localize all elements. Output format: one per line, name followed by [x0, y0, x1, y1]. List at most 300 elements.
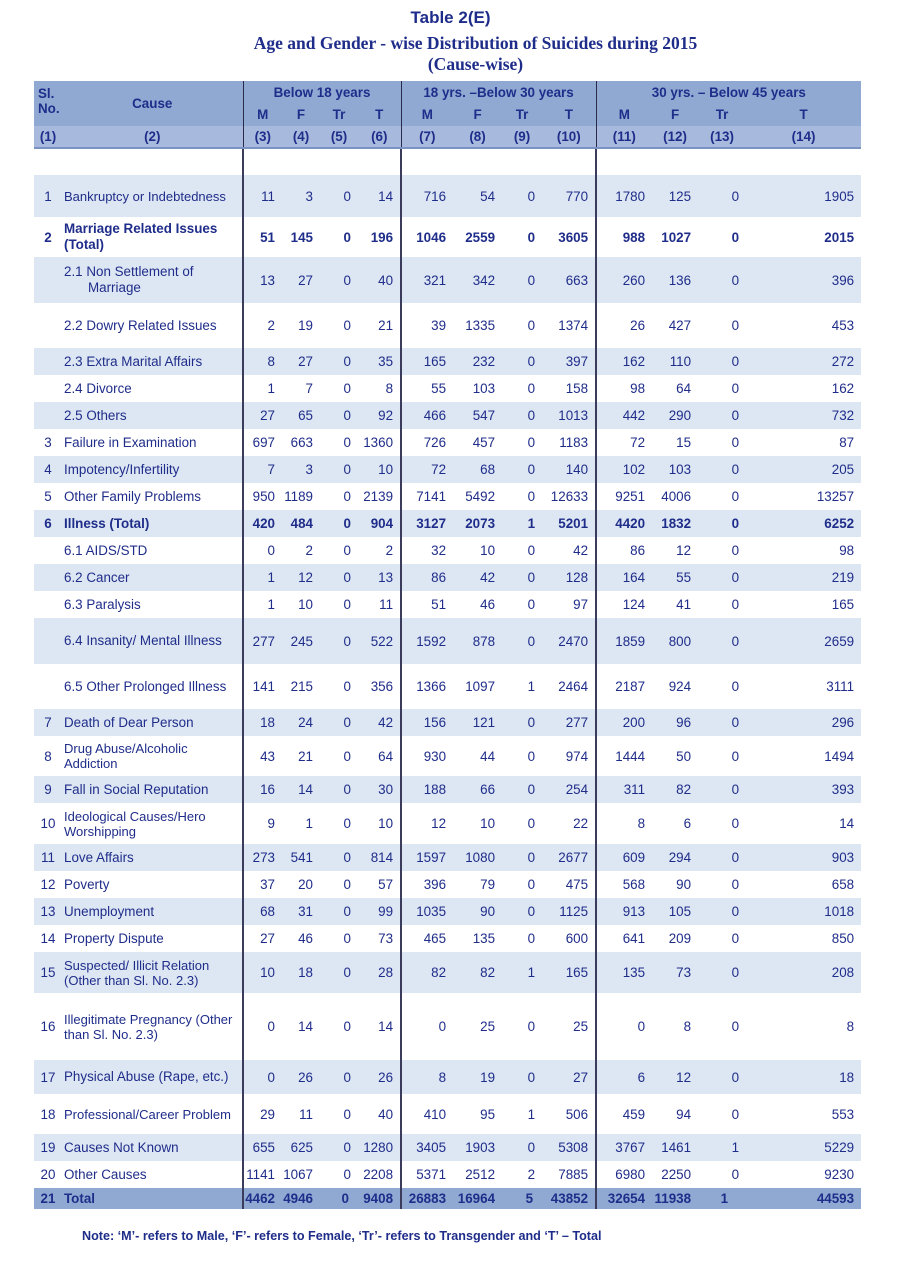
row-value-cell: 0: [243, 1060, 282, 1094]
row-value-cell: 188: [401, 776, 453, 803]
row-value-cell: 0: [320, 925, 358, 952]
row-cause: Impotency/Infertility: [62, 456, 243, 483]
row-value-cell: 14: [282, 993, 320, 1060]
row-value-cell: 51: [401, 591, 453, 618]
row-value-cell: 7141: [401, 483, 453, 510]
row-value-cell: 87: [746, 429, 861, 456]
row-value-cell: 0: [698, 993, 746, 1060]
row-value-cell: 1494: [746, 736, 861, 776]
row-value-cell: 0: [698, 591, 746, 618]
row-value-cell: 850: [746, 925, 861, 952]
row-value-cell: 1125: [542, 898, 596, 925]
row-value-cell: 0: [698, 709, 746, 736]
row-value-cell: 1: [243, 375, 282, 402]
row-value-cell: 21: [358, 303, 401, 348]
row-value-cell: 0: [320, 483, 358, 510]
row-value-cell: 2: [358, 537, 401, 564]
colnum: (8): [453, 126, 502, 148]
row-value-cell: 2073: [453, 510, 502, 537]
total-cell: 4946: [282, 1188, 320, 1209]
table-row: [34, 257, 861, 303]
row-value-cell: 95: [453, 1094, 502, 1134]
row-value-cell: 0: [502, 993, 542, 1060]
row-value-cell: 974: [542, 736, 596, 776]
row-value-cell: 0: [698, 510, 746, 537]
row-value-cell: 1461: [652, 1134, 698, 1161]
row-value-cell: 10: [243, 952, 282, 993]
row-value-cell: 140: [542, 456, 596, 483]
row-value-cell: 26: [358, 1060, 401, 1094]
row-value-cell: 1: [243, 564, 282, 591]
header-row-groups: [34, 81, 861, 103]
row-value-cell: 97: [542, 591, 596, 618]
total-cell: 0: [320, 1188, 358, 1209]
table-row: [34, 510, 861, 537]
row-value-cell: 7: [243, 456, 282, 483]
row-value-cell: 1: [698, 1134, 746, 1161]
row-value-cell: 296: [746, 709, 861, 736]
row-sl-no: [34, 402, 62, 429]
row-sl-no: [34, 303, 62, 348]
row-value-cell: 14: [746, 803, 861, 844]
row-value-cell: 145: [282, 217, 320, 257]
row-sl-no: [34, 591, 62, 618]
row-sl-no: [34, 375, 62, 402]
row-sl-no: 4: [34, 456, 62, 483]
table-row: [34, 993, 861, 1060]
row-value-cell: 135: [453, 925, 502, 952]
row-value-cell: 342: [453, 257, 502, 303]
table-title: Table 2(E): [410, 8, 491, 27]
row-value-cell: 0: [320, 510, 358, 537]
row-value-cell: 68: [453, 456, 502, 483]
row-value-cell: 86: [596, 537, 652, 564]
row-value-cell: 0: [502, 925, 542, 952]
row-value-cell: 205: [746, 456, 861, 483]
row-value-cell: 0: [502, 175, 542, 217]
row-cause: 2.1 Non Settlement of Marriage: [62, 257, 243, 303]
row-cause: 2.3 Extra Marital Affairs: [62, 348, 243, 375]
row-value-cell: 311: [596, 776, 652, 803]
row-value-cell: 0: [502, 375, 542, 402]
colnum: (11): [596, 126, 652, 148]
row-value-cell: 663: [282, 429, 320, 456]
row-value-cell: 726: [401, 429, 453, 456]
row-value-cell: 1592: [401, 618, 453, 664]
row-value-cell: 3: [282, 456, 320, 483]
colnum: (7): [401, 126, 453, 148]
row-value-cell: 0: [698, 1094, 746, 1134]
row-value-cell: 0: [320, 776, 358, 803]
row-value-cell: 31: [282, 898, 320, 925]
row-value-cell: 2470: [542, 618, 596, 664]
row-value-cell: 1859: [596, 618, 652, 664]
colnum: (10): [542, 126, 596, 148]
table-row: [34, 1060, 861, 1094]
row-cause: 6.3 Paralysis: [62, 591, 243, 618]
row-value-cell: 2: [502, 1161, 542, 1188]
row-value-cell: 1374: [542, 303, 596, 348]
row-value-cell: 1035: [401, 898, 453, 925]
row-value-cell: 658: [746, 871, 861, 898]
row-value-cell: 20: [282, 871, 320, 898]
table-row: [34, 348, 861, 375]
total-cell: 5: [502, 1188, 542, 1209]
row-value-cell: 427: [652, 303, 698, 348]
row-value-cell: 0: [320, 1060, 358, 1094]
row-value-cell: 924: [652, 664, 698, 709]
row-value-cell: 11: [358, 591, 401, 618]
row-value-cell: 5201: [542, 510, 596, 537]
row-value-cell: 0: [502, 348, 542, 375]
table-body: [34, 175, 861, 1188]
row-value-cell: 2464: [542, 664, 596, 709]
row-value-cell: 1: [243, 591, 282, 618]
row-value-cell: 0: [698, 871, 746, 898]
row-value-cell: 96: [652, 709, 698, 736]
row-value-cell: 459: [596, 1094, 652, 1134]
row-value-cell: 420: [243, 510, 282, 537]
row-cause: Drug Abuse/Alcoholic Addiction: [62, 736, 243, 776]
row-value-cell: 800: [652, 618, 698, 664]
row-value-cell: 7: [282, 375, 320, 402]
header-group-18-30: 18 yrs. –Below 30 years: [401, 81, 596, 103]
row-value-cell: 90: [453, 898, 502, 925]
row-value-cell: 913: [596, 898, 652, 925]
row-value-cell: 0: [502, 898, 542, 925]
row-value-cell: 43: [243, 736, 282, 776]
row-sl-no: 19: [34, 1134, 62, 1161]
row-value-cell: 553: [746, 1094, 861, 1134]
total-label: Total: [62, 1188, 243, 1209]
row-cause: 2.2 Dowry Related Issues: [62, 303, 243, 348]
row-value-cell: 0: [502, 803, 542, 844]
row-value-cell: 18: [746, 1060, 861, 1094]
row-value-cell: 356: [358, 664, 401, 709]
row-value-cell: 90: [652, 871, 698, 898]
row-value-cell: 98: [596, 375, 652, 402]
row-value-cell: 82: [401, 952, 453, 993]
row-value-cell: 29: [243, 1094, 282, 1134]
colnum: (2): [62, 126, 243, 148]
row-value-cell: 547: [453, 402, 502, 429]
row-sl-no: 11: [34, 844, 62, 871]
row-value-cell: 1018: [746, 898, 861, 925]
row-value-cell: 1: [502, 952, 542, 993]
row-value-cell: 0: [502, 217, 542, 257]
header-f: F: [652, 103, 698, 126]
row-value-cell: 0: [698, 483, 746, 510]
row-cause: 6.4 Insanity/ Mental Illness: [62, 618, 243, 664]
row-value-cell: 0: [320, 348, 358, 375]
row-value-cell: 215: [282, 664, 320, 709]
suicides-table: [34, 81, 861, 1209]
row-value-cell: 0: [698, 803, 746, 844]
row-value-cell: 0: [320, 993, 358, 1060]
table-row: [34, 591, 861, 618]
row-value-cell: 600: [542, 925, 596, 952]
row-value-cell: 0: [698, 564, 746, 591]
row-value-cell: 814: [358, 844, 401, 871]
total-cell: 4462: [243, 1188, 282, 1209]
row-sl-no: 5: [34, 483, 62, 510]
row-value-cell: 0: [320, 952, 358, 993]
row-value-cell: 1366: [401, 664, 453, 709]
row-value-cell: 0: [698, 925, 746, 952]
row-value-cell: 716: [401, 175, 453, 217]
row-value-cell: 72: [401, 456, 453, 483]
row-value-cell: 475: [542, 871, 596, 898]
row-value-cell: 158: [542, 375, 596, 402]
row-value-cell: 8: [243, 348, 282, 375]
row-value-cell: 82: [453, 952, 502, 993]
row-cause: 2.4 Divorce: [62, 375, 243, 402]
row-value-cell: 68: [243, 898, 282, 925]
row-value-cell: 0: [698, 736, 746, 776]
row-value-cell: 208: [746, 952, 861, 993]
row-value-cell: 2187: [596, 664, 652, 709]
row-value-cell: 2659: [746, 618, 861, 664]
row-value-cell: 988: [596, 217, 652, 257]
header-m: M: [401, 103, 453, 126]
row-value-cell: 13257: [746, 483, 861, 510]
header-group-30-45: 30 yrs. – Below 45 years: [596, 81, 861, 103]
row-value-cell: 72: [596, 429, 652, 456]
row-value-cell: 609: [596, 844, 652, 871]
row-value-cell: 12: [652, 1060, 698, 1094]
row-value-cell: 0: [320, 664, 358, 709]
row-value-cell: 321: [401, 257, 453, 303]
row-value-cell: 8: [401, 1060, 453, 1094]
row-cause: Failure in Examination: [62, 429, 243, 456]
row-value-cell: 42: [453, 564, 502, 591]
row-value-cell: 73: [652, 952, 698, 993]
row-value-cell: 0: [320, 1094, 358, 1134]
table-row: [34, 217, 861, 257]
row-value-cell: 25: [453, 993, 502, 1060]
row-cause: 6.5 Other Prolonged Illness: [62, 664, 243, 709]
row-value-cell: 40: [358, 1094, 401, 1134]
row-cause: Physical Abuse (Rape, etc.): [62, 1060, 243, 1094]
colnum: (1): [34, 126, 62, 148]
row-value-cell: 1832: [652, 510, 698, 537]
row-value-cell: 2139: [358, 483, 401, 510]
row-value-cell: 0: [502, 483, 542, 510]
row-value-cell: 13: [243, 257, 282, 303]
header-m: M: [243, 103, 282, 126]
row-value-cell: 0: [320, 402, 358, 429]
row-value-cell: 457: [453, 429, 502, 456]
row-value-cell: 1046: [401, 217, 453, 257]
row-value-cell: 30: [358, 776, 401, 803]
row-value-cell: 162: [746, 375, 861, 402]
row-value-cell: 12: [282, 564, 320, 591]
row-value-cell: 12633: [542, 483, 596, 510]
row-value-cell: 125: [652, 175, 698, 217]
row-value-cell: 655: [243, 1134, 282, 1161]
row-value-cell: 135: [596, 952, 652, 993]
row-value-cell: 124: [596, 591, 652, 618]
row-value-cell: 0: [698, 844, 746, 871]
row-value-cell: 0: [502, 618, 542, 664]
table-row: [34, 736, 861, 776]
row-value-cell: 277: [243, 618, 282, 664]
row-value-cell: 22: [542, 803, 596, 844]
row-value-cell: 0: [698, 898, 746, 925]
row-value-cell: 466: [401, 402, 453, 429]
row-value-cell: 26: [282, 1060, 320, 1094]
row-cause: Marriage Related Issues (Total): [62, 217, 243, 257]
row-value-cell: 0: [320, 871, 358, 898]
row-value-cell: 568: [596, 871, 652, 898]
row-cause: Professional/Career Problem: [62, 1094, 243, 1134]
row-value-cell: 625: [282, 1134, 320, 1161]
row-value-cell: 37: [243, 871, 282, 898]
row-value-cell: 12: [401, 803, 453, 844]
row-value-cell: 14: [282, 776, 320, 803]
row-value-cell: 13: [358, 564, 401, 591]
row-value-cell: 0: [698, 1060, 746, 1094]
table-row: [34, 898, 861, 925]
row-sl-no: [34, 257, 62, 303]
colnum: (3): [243, 126, 282, 148]
row-sl-no: [34, 537, 62, 564]
row-cause: Illness (Total): [62, 510, 243, 537]
row-value-cell: 7885: [542, 1161, 596, 1188]
row-value-cell: 40: [358, 257, 401, 303]
row-value-cell: 14: [358, 993, 401, 1060]
row-value-cell: 0: [502, 429, 542, 456]
table-row: [34, 1134, 861, 1161]
row-sl-no: 12: [34, 871, 62, 898]
row-value-cell: 3405: [401, 1134, 453, 1161]
row-sl-no: 8: [34, 736, 62, 776]
row-value-cell: 66: [453, 776, 502, 803]
row-value-cell: 27: [243, 925, 282, 952]
row-value-cell: 0: [502, 871, 542, 898]
table-row: [34, 564, 861, 591]
row-value-cell: 0: [320, 844, 358, 871]
row-value-cell: 0: [320, 456, 358, 483]
row-value-cell: 16: [243, 776, 282, 803]
row-value-cell: 0: [698, 1161, 746, 1188]
row-sl-no: 7: [34, 709, 62, 736]
row-cause: Bankruptcy or Indebtedness: [62, 175, 243, 217]
row-value-cell: 1903: [453, 1134, 502, 1161]
row-sl-no: 1: [34, 175, 62, 217]
colnum: (4): [282, 126, 320, 148]
row-value-cell: 950: [243, 483, 282, 510]
row-value-cell: 8: [596, 803, 652, 844]
row-value-cell: 697: [243, 429, 282, 456]
row-value-cell: 6980: [596, 1161, 652, 1188]
row-cause: 6.1 AIDS/STD: [62, 537, 243, 564]
row-sl-no: 17: [34, 1060, 62, 1094]
total-cell: 44593: [746, 1188, 861, 1209]
row-cause: Other Family Problems: [62, 483, 243, 510]
row-value-cell: 5371: [401, 1161, 453, 1188]
table-row: [34, 844, 861, 871]
row-value-cell: 196: [358, 217, 401, 257]
row-value-cell: 86: [401, 564, 453, 591]
row-sl-no: 18: [34, 1094, 62, 1134]
header-f: F: [282, 103, 320, 126]
row-value-cell: 8: [652, 993, 698, 1060]
row-value-cell: 219: [746, 564, 861, 591]
row-value-cell: 50: [652, 736, 698, 776]
row-value-cell: 8: [358, 375, 401, 402]
row-value-cell: 10: [453, 803, 502, 844]
row-value-cell: 0: [502, 844, 542, 871]
row-value-cell: 11: [282, 1094, 320, 1134]
row-value-cell: 1067: [282, 1161, 320, 1188]
total-cell: 16964: [453, 1188, 502, 1209]
row-value-cell: 0: [320, 257, 358, 303]
row-value-cell: 0: [502, 456, 542, 483]
row-value-cell: 397: [542, 348, 596, 375]
row-value-cell: 0: [502, 537, 542, 564]
row-cause: Unemployment: [62, 898, 243, 925]
row-value-cell: 465: [401, 925, 453, 952]
row-value-cell: 209: [652, 925, 698, 952]
row-value-cell: 1189: [282, 483, 320, 510]
row-value-cell: 41: [652, 591, 698, 618]
row-value-cell: 141: [243, 664, 282, 709]
row-value-cell: 1: [502, 510, 542, 537]
row-value-cell: 0: [596, 993, 652, 1060]
row-sl-no: 3: [34, 429, 62, 456]
header-t: T: [358, 103, 401, 126]
header-f: F: [453, 103, 502, 126]
row-value-cell: 0: [698, 664, 746, 709]
row-value-cell: 82: [652, 776, 698, 803]
row-cause: Death of Dear Person: [62, 709, 243, 736]
row-value-cell: 878: [453, 618, 502, 664]
row-value-cell: 732: [746, 402, 861, 429]
row-value-cell: 26: [596, 303, 652, 348]
row-value-cell: 290: [652, 402, 698, 429]
table-row: [34, 375, 861, 402]
row-value-cell: 156: [401, 709, 453, 736]
row-value-cell: 27: [243, 402, 282, 429]
table-row: [34, 871, 861, 898]
row-value-cell: 3605: [542, 217, 596, 257]
row-value-cell: 0: [320, 1161, 358, 1188]
row-value-cell: 2: [282, 537, 320, 564]
row-value-cell: 0: [698, 537, 746, 564]
row-value-cell: 99: [358, 898, 401, 925]
row-cause: Other Causes: [62, 1161, 243, 1188]
row-value-cell: 0: [502, 257, 542, 303]
row-value-cell: 73: [358, 925, 401, 952]
row-value-cell: 260: [596, 257, 652, 303]
table-row: [34, 483, 861, 510]
row-value-cell: 0: [320, 898, 358, 925]
table-row: [34, 664, 861, 709]
total-cell: 9408: [358, 1188, 401, 1209]
row-value-cell: 6: [596, 1060, 652, 1094]
colnum: (6): [358, 126, 401, 148]
row-value-cell: 105: [652, 898, 698, 925]
row-value-cell: 1597: [401, 844, 453, 871]
row-value-cell: 110: [652, 348, 698, 375]
row-sl-no: 14: [34, 925, 62, 952]
row-value-cell: 0: [320, 175, 358, 217]
row-value-cell: 1905: [746, 175, 861, 217]
header-tr: Tr: [502, 103, 542, 126]
row-value-cell: 0: [698, 402, 746, 429]
row-value-cell: 663: [542, 257, 596, 303]
